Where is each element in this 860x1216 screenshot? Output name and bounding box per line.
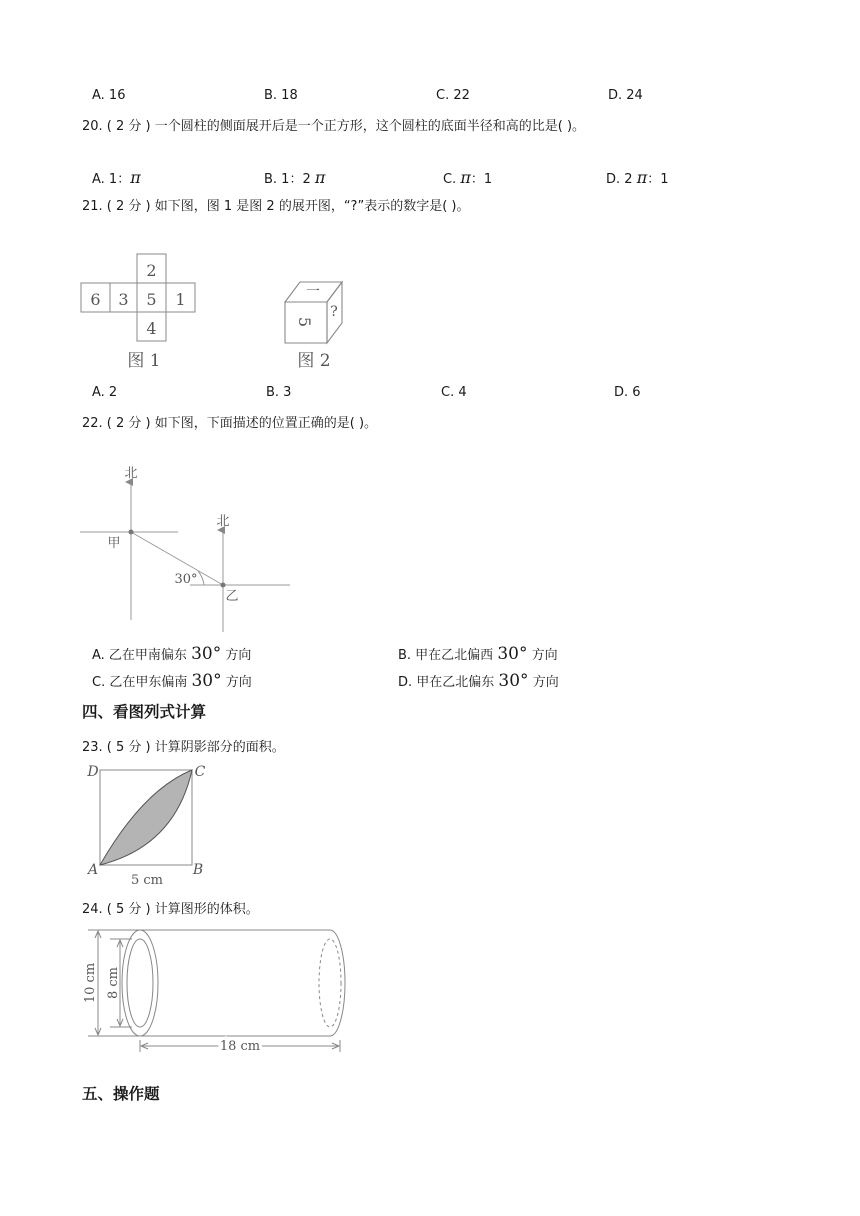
label-d: D <box>87 764 99 780</box>
q21-question: 21. ( 2 分 ) 如下图，图 1 是图 2 的展开图，“?”表示的数字是( )。 <box>82 199 470 214</box>
north-label-a: 北 <box>124 466 138 481</box>
q22-option-a: A. 乙在甲南偏东 30° 方向 <box>92 644 252 664</box>
point-b-label: 乙 <box>225 589 239 604</box>
cube-top-digit: 一 <box>306 284 320 300</box>
q21-option-b: B. 3 <box>266 385 292 400</box>
q22-option-b: B. 甲在乙北偏西 30° 方向 <box>398 644 558 664</box>
outer-diameter-label: 10 cm <box>83 962 98 1004</box>
q20-option-c: C. π：1 <box>443 168 493 187</box>
net-digit-right: 1 <box>175 290 186 309</box>
q21-option-a: A. 2 <box>92 385 118 400</box>
q24-question: 24. ( 5 分 ) 计算图形的体积。 <box>82 902 259 917</box>
north-label-b: 北 <box>216 514 230 529</box>
net-digit-top: 2 <box>146 261 157 280</box>
q22-option-d: D. 甲在乙北偏东 30° 方向 <box>398 671 559 691</box>
q20-option-a: A. 1：π <box>92 168 141 187</box>
cube-front-digit: 5 <box>295 316 314 328</box>
q19-option-d: D. 24 <box>608 88 643 103</box>
q22-direction-figure <box>80 460 300 640</box>
q20-option-b: B. 1：2 π <box>264 168 326 187</box>
angle-label: 30° <box>174 572 198 587</box>
net-digit-center: 5 <box>146 290 157 309</box>
q23-figure <box>85 760 215 888</box>
section-5-heading: 五、操作题 <box>82 1085 160 1103</box>
net-digit-second: 3 <box>118 290 129 309</box>
shaded-region <box>100 770 192 865</box>
q22-option-c: C. 乙在甲东偏南 30° 方向 <box>92 671 252 691</box>
q20-option-d: D. 2 π：1 <box>606 168 669 187</box>
fig1-label: 图 1 <box>127 351 161 371</box>
net-digit-left: 6 <box>90 290 101 309</box>
dimension-label: 5 cm <box>130 873 164 888</box>
q19-option-c: C. 22 <box>436 88 470 103</box>
q23-question: 23. ( 5 分 ) 计算阴影部分的面积。 <box>82 740 285 755</box>
point-a-label: 甲 <box>107 536 121 551</box>
q19-option-a: A. 16 <box>92 88 126 103</box>
net-digit-bottom: 4 <box>146 319 157 338</box>
q19-option-b: B. 18 <box>264 88 298 103</box>
point-b-dot <box>221 583 226 588</box>
cube-side-digit: ? <box>330 304 338 320</box>
point-a-dot <box>129 530 134 535</box>
inner-diameter-label: 8 cm <box>106 966 121 1000</box>
label-c: C <box>194 764 206 780</box>
length-label: 18 cm <box>219 1039 261 1054</box>
q20-question: 20. ( 2 分 ) 一个圆柱的侧面展开后是一个正方形，这个圆柱的底面半径和高的比是( )。 <box>82 119 586 134</box>
fig2-label: 图 2 <box>297 351 331 371</box>
q24-figure <box>82 922 362 1067</box>
q22-question: 22. ( 2 分 ) 如下图，下面描述的位置正确的是( )。 <box>82 416 378 431</box>
q21-figure <box>78 250 358 375</box>
label-b: B <box>192 862 204 878</box>
section-4-heading: 四、看图列式计算 <box>82 703 207 721</box>
q21-option-c: C. 4 <box>441 385 467 400</box>
q21-option-d: D. 6 <box>614 385 641 400</box>
label-a: A <box>87 862 99 878</box>
